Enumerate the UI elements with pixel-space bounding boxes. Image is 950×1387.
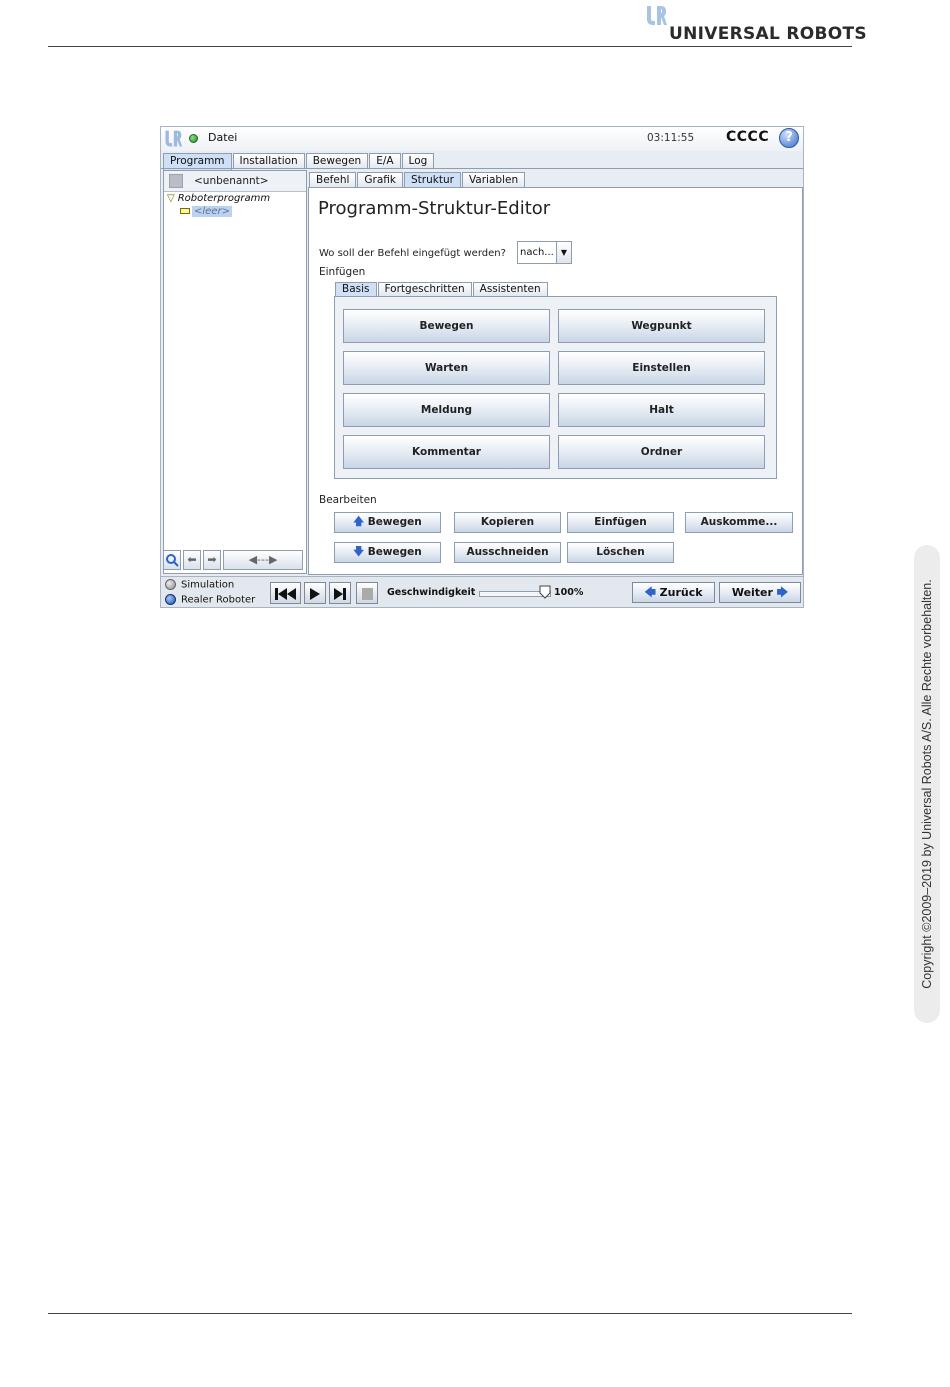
robot-name: CCCC [726, 129, 770, 145]
stop-button[interactable] [356, 582, 378, 604]
top-bar [161, 127, 803, 151]
ur-logo-icon [645, 4, 667, 28]
footer-rule [48, 1313, 852, 1314]
arrow-left-icon: 🡄 [644, 586, 656, 599]
step-icon [333, 587, 347, 601]
structure-editor [308, 187, 803, 575]
insert-halt-button[interactable]: Halt [558, 393, 765, 427]
tree-header [164, 171, 306, 192]
empty-node-icon [180, 208, 190, 214]
paste-button[interactable]: Einfügen [567, 512, 674, 533]
insert-label: Einfügen [319, 266, 366, 278]
next-label: Weiter [731, 586, 773, 599]
insert-position-select[interactable] [517, 241, 572, 264]
tree-toolbar [163, 550, 307, 572]
help-icon[interactable]: ? [779, 128, 799, 148]
radio-real-robot-icon[interactable] [165, 594, 176, 605]
move-up-label: Bewegen [367, 516, 422, 528]
move-node-button[interactable] [223, 550, 303, 570]
insert-tabs [335, 282, 549, 296]
page-title: Programm-Struktur-Editor [318, 198, 551, 219]
radio-simulation-icon[interactable] [165, 579, 176, 590]
insert-meldung-button[interactable]: Meldung [343, 393, 550, 427]
tab-assistenten[interactable]: Assistenten [473, 282, 548, 296]
redo-button[interactable] [203, 550, 221, 570]
move-down-button[interactable] [334, 542, 441, 563]
copyright-text: Copyright ©2009–2019 by Universal Robots A/S. Alle Rechte vorbehalten. [920, 579, 934, 989]
edit-label: Bearbeiten [319, 494, 377, 506]
arrow-right-icon: 🡆 [776, 586, 789, 599]
tree-empty-label: <leer> [194, 206, 230, 217]
bottom-bar [161, 576, 803, 608]
back-button[interactable] [632, 582, 715, 603]
back-label: Zurück [659, 586, 703, 599]
insert-position-label: Wo soll der Befehl eingefügt werden? [319, 248, 506, 259]
insert-kommentar-button[interactable]: Kommentar [343, 435, 550, 469]
real-robot-label: Realer Roboter [181, 594, 256, 606]
mode-simulation[interactable] [165, 579, 234, 591]
copyright-badge [914, 545, 940, 1023]
comment-out-button[interactable]: Auskomme... [685, 512, 793, 533]
tab-bewegen[interactable]: Bewegen [306, 153, 369, 169]
file-menu[interactable]: Datei [208, 131, 238, 144]
move-up-button[interactable] [334, 512, 441, 533]
tree-root-label: Roboterprogramm [177, 193, 271, 204]
cut-button[interactable]: Ausschneiden [454, 542, 561, 563]
arrow-up-icon: 🡅 [353, 516, 365, 528]
insert-button-panel [334, 296, 777, 479]
tab-basis[interactable]: Basis [335, 282, 377, 297]
brand-name: UNIVERSAL ROBOTS [669, 24, 867, 44]
robot-status-icon [189, 134, 198, 143]
redo-icon: ➡ [207, 553, 217, 566]
rewind-button[interactable] [270, 582, 301, 604]
copy-button[interactable]: Kopieren [454, 512, 561, 533]
clock: 03:11:55 [647, 132, 695, 144]
tab-divider [161, 168, 803, 169]
tab-ea[interactable]: E/A [369, 153, 400, 169]
polyscope-window [160, 126, 804, 608]
program-tree-panel [163, 170, 307, 574]
step-button[interactable] [329, 582, 351, 604]
insert-wegpunkt-button[interactable]: Wegpunkt [558, 309, 765, 343]
tab-befehl[interactable]: Befehl [309, 172, 356, 188]
insert-einstellen-button[interactable]: Einstellen [558, 351, 765, 385]
play-icon [308, 587, 322, 601]
next-button[interactable] [719, 582, 801, 603]
search-icon [165, 553, 179, 567]
main-tabs [163, 153, 435, 169]
tab-struktur[interactable]: Struktur [404, 172, 461, 189]
mode-real-robot[interactable] [165, 594, 255, 606]
tab-programm[interactable]: Programm [163, 153, 232, 170]
insert-position-value: nach... [520, 247, 554, 258]
tab-grafik[interactable]: Grafik [357, 172, 403, 188]
header-rule [48, 46, 852, 47]
play-button[interactable] [304, 582, 326, 604]
tab-installation[interactable]: Installation [233, 153, 305, 169]
tab-log[interactable]: Log [402, 153, 435, 169]
tree-node-empty[interactable] [180, 206, 232, 217]
search-button[interactable] [163, 550, 181, 570]
undo-button[interactable] [183, 550, 201, 570]
chevron-down-icon[interactable]: ▼ [556, 242, 571, 263]
rewind-icon [274, 587, 298, 601]
ur-logo-icon[interactable] [163, 129, 183, 149]
insert-warten-button[interactable]: Warten [343, 351, 550, 385]
insert-ordner-button[interactable]: Ordner [558, 435, 765, 469]
tab-fortgeschritten[interactable]: Fortgeschritten [378, 282, 472, 296]
move-down-label: Bewegen [367, 546, 422, 558]
tab-variablen[interactable]: Variablen [462, 172, 525, 188]
delete-button[interactable]: Löschen [567, 542, 674, 563]
arrow-down-icon: 🡇 [353, 546, 365, 558]
speed-label: Geschwindigkeit [387, 587, 476, 598]
universal-robots-logo [645, 4, 867, 44]
save-icon[interactable] [169, 174, 183, 188]
expand-triangle-icon[interactable]: ▽ [167, 193, 175, 204]
command-tabs [309, 172, 526, 187]
stop-icon [360, 587, 374, 601]
horizontal-arrows-icon: ◀---▶ [248, 553, 278, 566]
tree-node-root[interactable] [167, 193, 270, 204]
insert-bewegen-button[interactable]: Bewegen [343, 309, 550, 343]
speed-value: 100% [554, 587, 584, 598]
simulation-label: Simulation [181, 579, 235, 591]
speed-slider-thumb-icon[interactable] [539, 585, 551, 599]
undo-icon: ⬅ [187, 553, 197, 566]
program-name: <unbenannt> [194, 175, 269, 187]
